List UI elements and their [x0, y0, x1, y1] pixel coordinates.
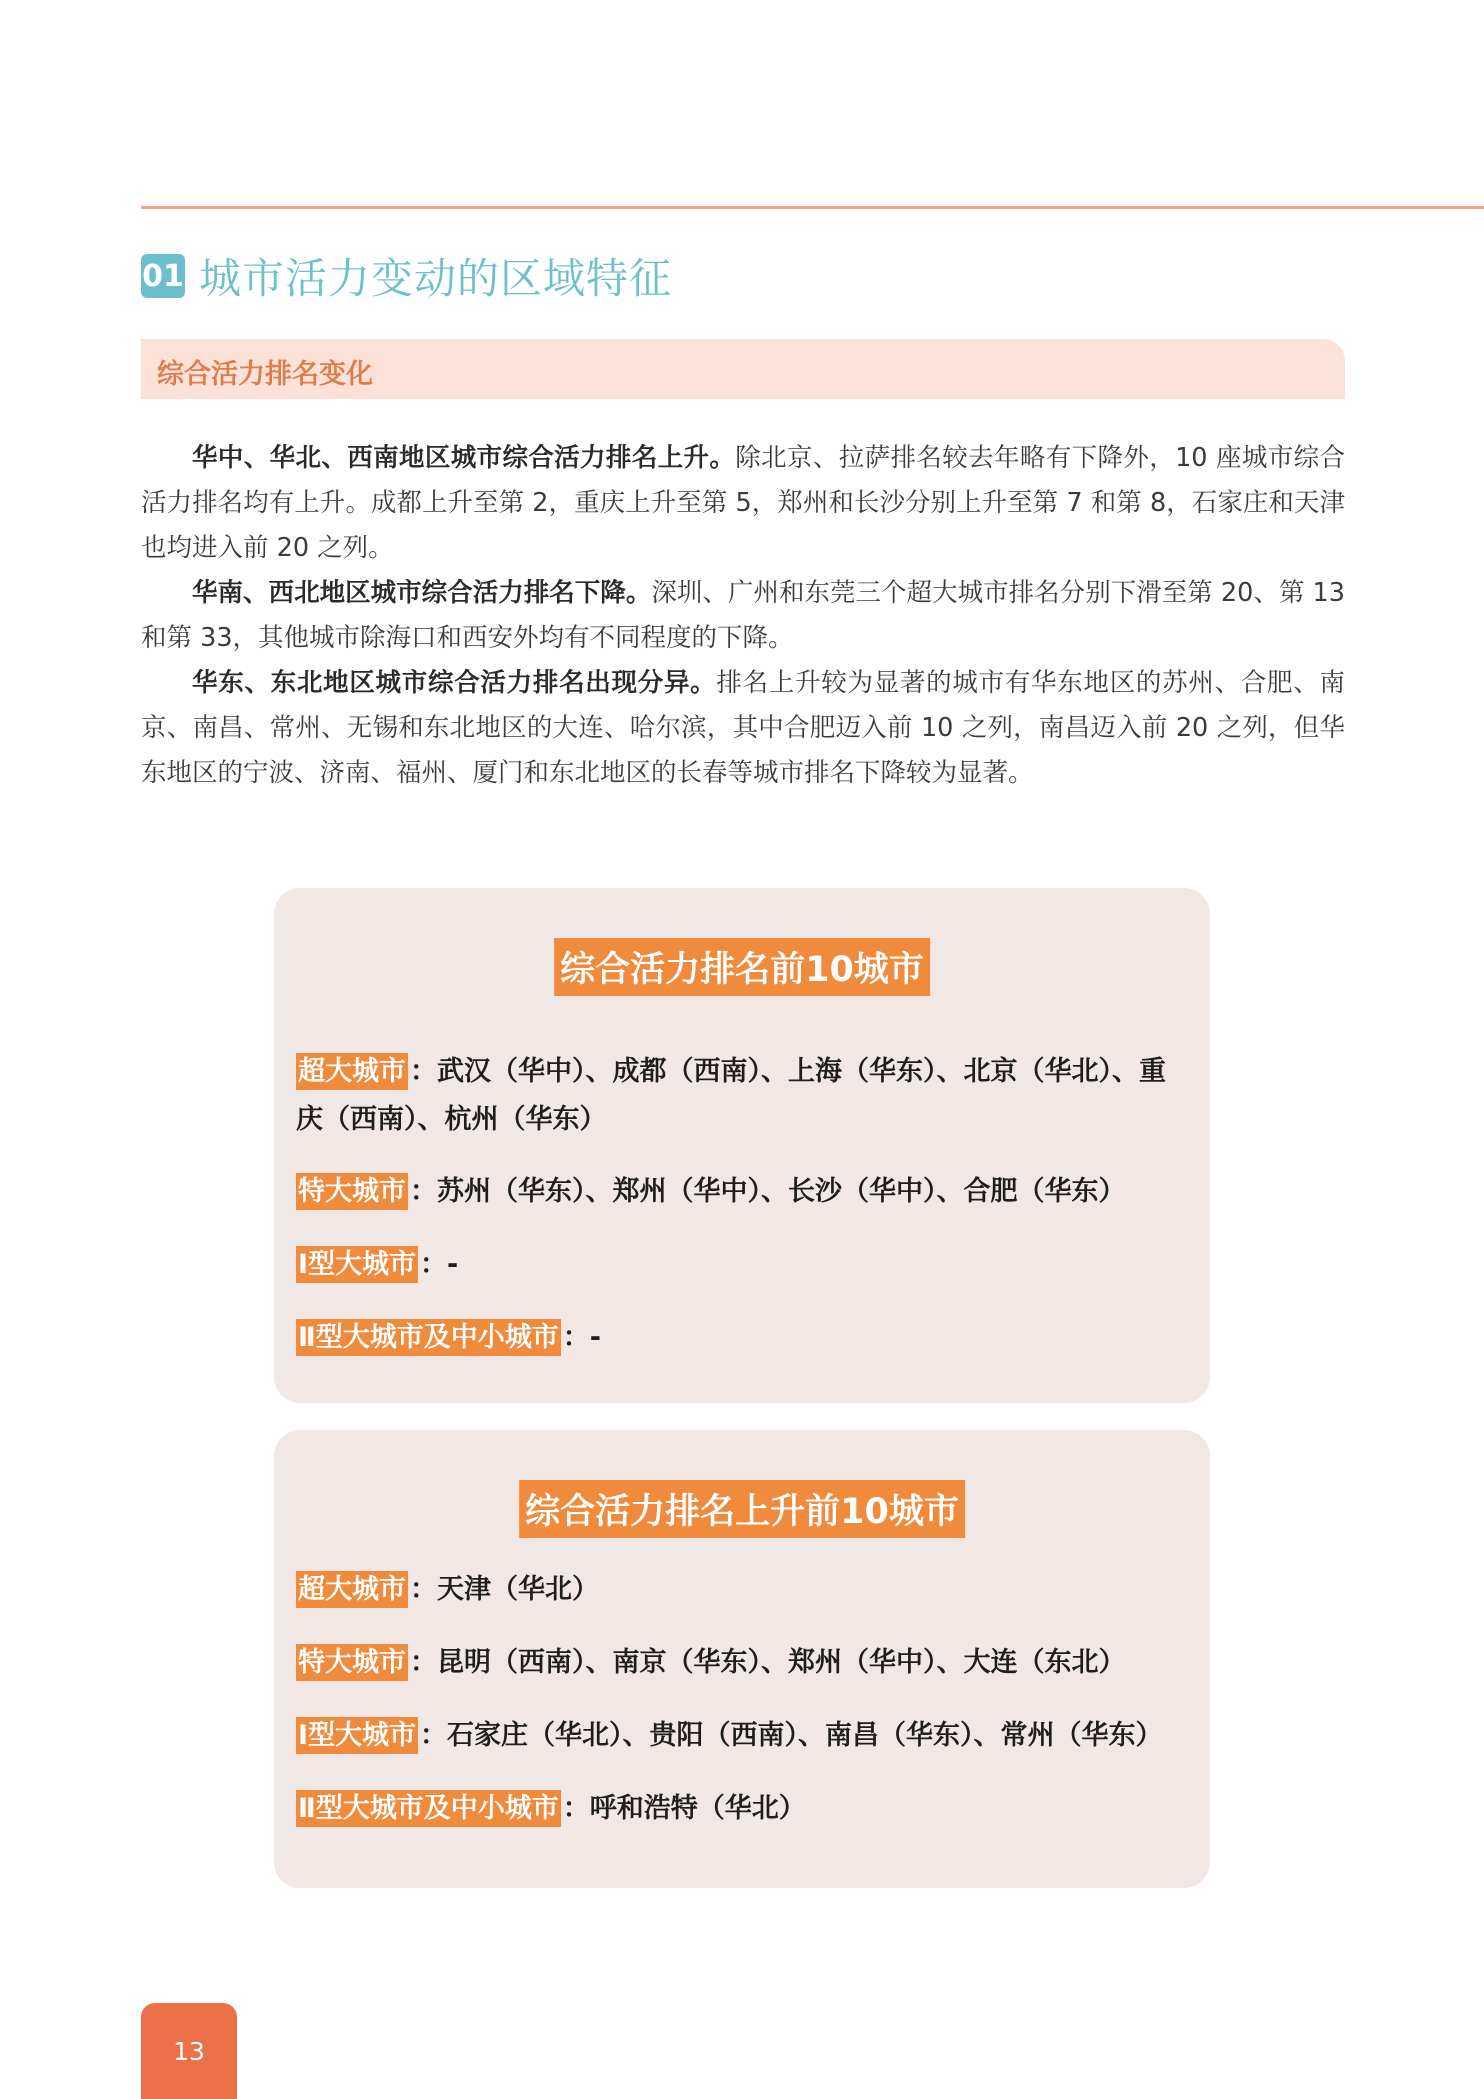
body-text [141, 436, 1345, 796]
category-tag: 特大城市 [296, 1644, 408, 1681]
rise10-card [274, 1430, 1210, 1888]
category-cities: ：石家庄（华北）、贵阳（西南）、南昌（华东）、常州（华东） [420, 1720, 1163, 1751]
category-row [296, 1566, 1176, 1614]
category-tag: Ⅱ型大城市及中小城市 [296, 1319, 561, 1356]
paragraph-lead: 华东、东北地区城市综合活力排名出现分异。 [192, 668, 717, 698]
category-cities: ：呼和浩特（华北） [562, 1793, 806, 1824]
category-tag: 超大城市 [296, 1571, 408, 1608]
category-row [296, 1241, 1176, 1289]
category-tag: Ⅱ型大城市及中小城市 [296, 1790, 561, 1827]
category-cities: ：天津（华北） [410, 1574, 599, 1605]
category-cities: ：苏州（华东）、郑州（华中）、长沙（华中）、合肥（华东） [410, 1176, 1126, 1207]
subheading-bar [141, 339, 1345, 399]
section-title: 城市活力变动的区域特征 [199, 254, 673, 303]
category-row [296, 1168, 1176, 1216]
category-row [296, 1048, 1176, 1144]
category-cities: ：- [562, 1322, 602, 1353]
category-row [296, 1785, 1176, 1833]
paragraph [141, 571, 1345, 661]
category-tag: Ⅰ型大城市 [296, 1717, 418, 1754]
paragraph-body: 深圳、广州和东莞三个超大城市排名分别下滑至第 20、第 13 和第 33，其他城市除海口和西安外均有不同程度的下降。 [141, 578, 1345, 653]
category-cities: ：昆明（西南）、南京（华东）、郑州（华中）、大连（东北） [410, 1647, 1126, 1678]
category-row [296, 1639, 1176, 1687]
paragraph-lead: 华南、西北地区城市综合活力排名下降。 [192, 578, 652, 608]
category-cities: ：- [420, 1249, 459, 1280]
category-tag: 超大城市 [296, 1053, 408, 1090]
card-title: 综合活力排名上升前10城市 [519, 1480, 965, 1538]
section-number-badge: 01 [141, 254, 185, 298]
paragraph [141, 661, 1345, 796]
category-row [296, 1712, 1176, 1760]
paragraph-body: 除北京、拉萨排名较去年略有下降外，10 座城市综合活力排名均有上升。成都上升至第 2，重庆上升至第 5，郑州和长沙分别上升至第 7 和第 8，石家庄和天津也均进入前 20 之列。 [141, 443, 1345, 563]
section-heading [141, 246, 672, 306]
category-row [296, 1314, 1176, 1362]
paragraph-body: 排名上升较为显著的城市有华东地区的苏州、合肥、南京、南昌、常州、无锡和东北地区的大连、哈尔滨，其中合肥迈入前 10 之列，南昌迈入前 20 之列，但华东地区的宁波、济南、福州、厦门和东北地区的长春等城市排名下降较为显著。 [141, 668, 1345, 788]
category-cities: ：武汉（华中）、成都（西南）、上海（华东）、北京（华北）、重庆（西南）、杭州（华东） [296, 1056, 1166, 1135]
subheading-text: 综合活力排名变化 [157, 359, 373, 390]
page-number: 13 [141, 2003, 237, 2099]
category-tag: Ⅰ型大城市 [296, 1246, 418, 1283]
top10-card [274, 888, 1210, 1403]
paragraph [141, 436, 1345, 571]
paragraph-lead: 华中、华北、西南地区城市综合活力排名上升。 [192, 443, 736, 473]
card-title: 综合活力排名前10城市 [554, 938, 930, 996]
category-tag: 特大城市 [296, 1173, 408, 1210]
header-rule [141, 206, 1484, 209]
